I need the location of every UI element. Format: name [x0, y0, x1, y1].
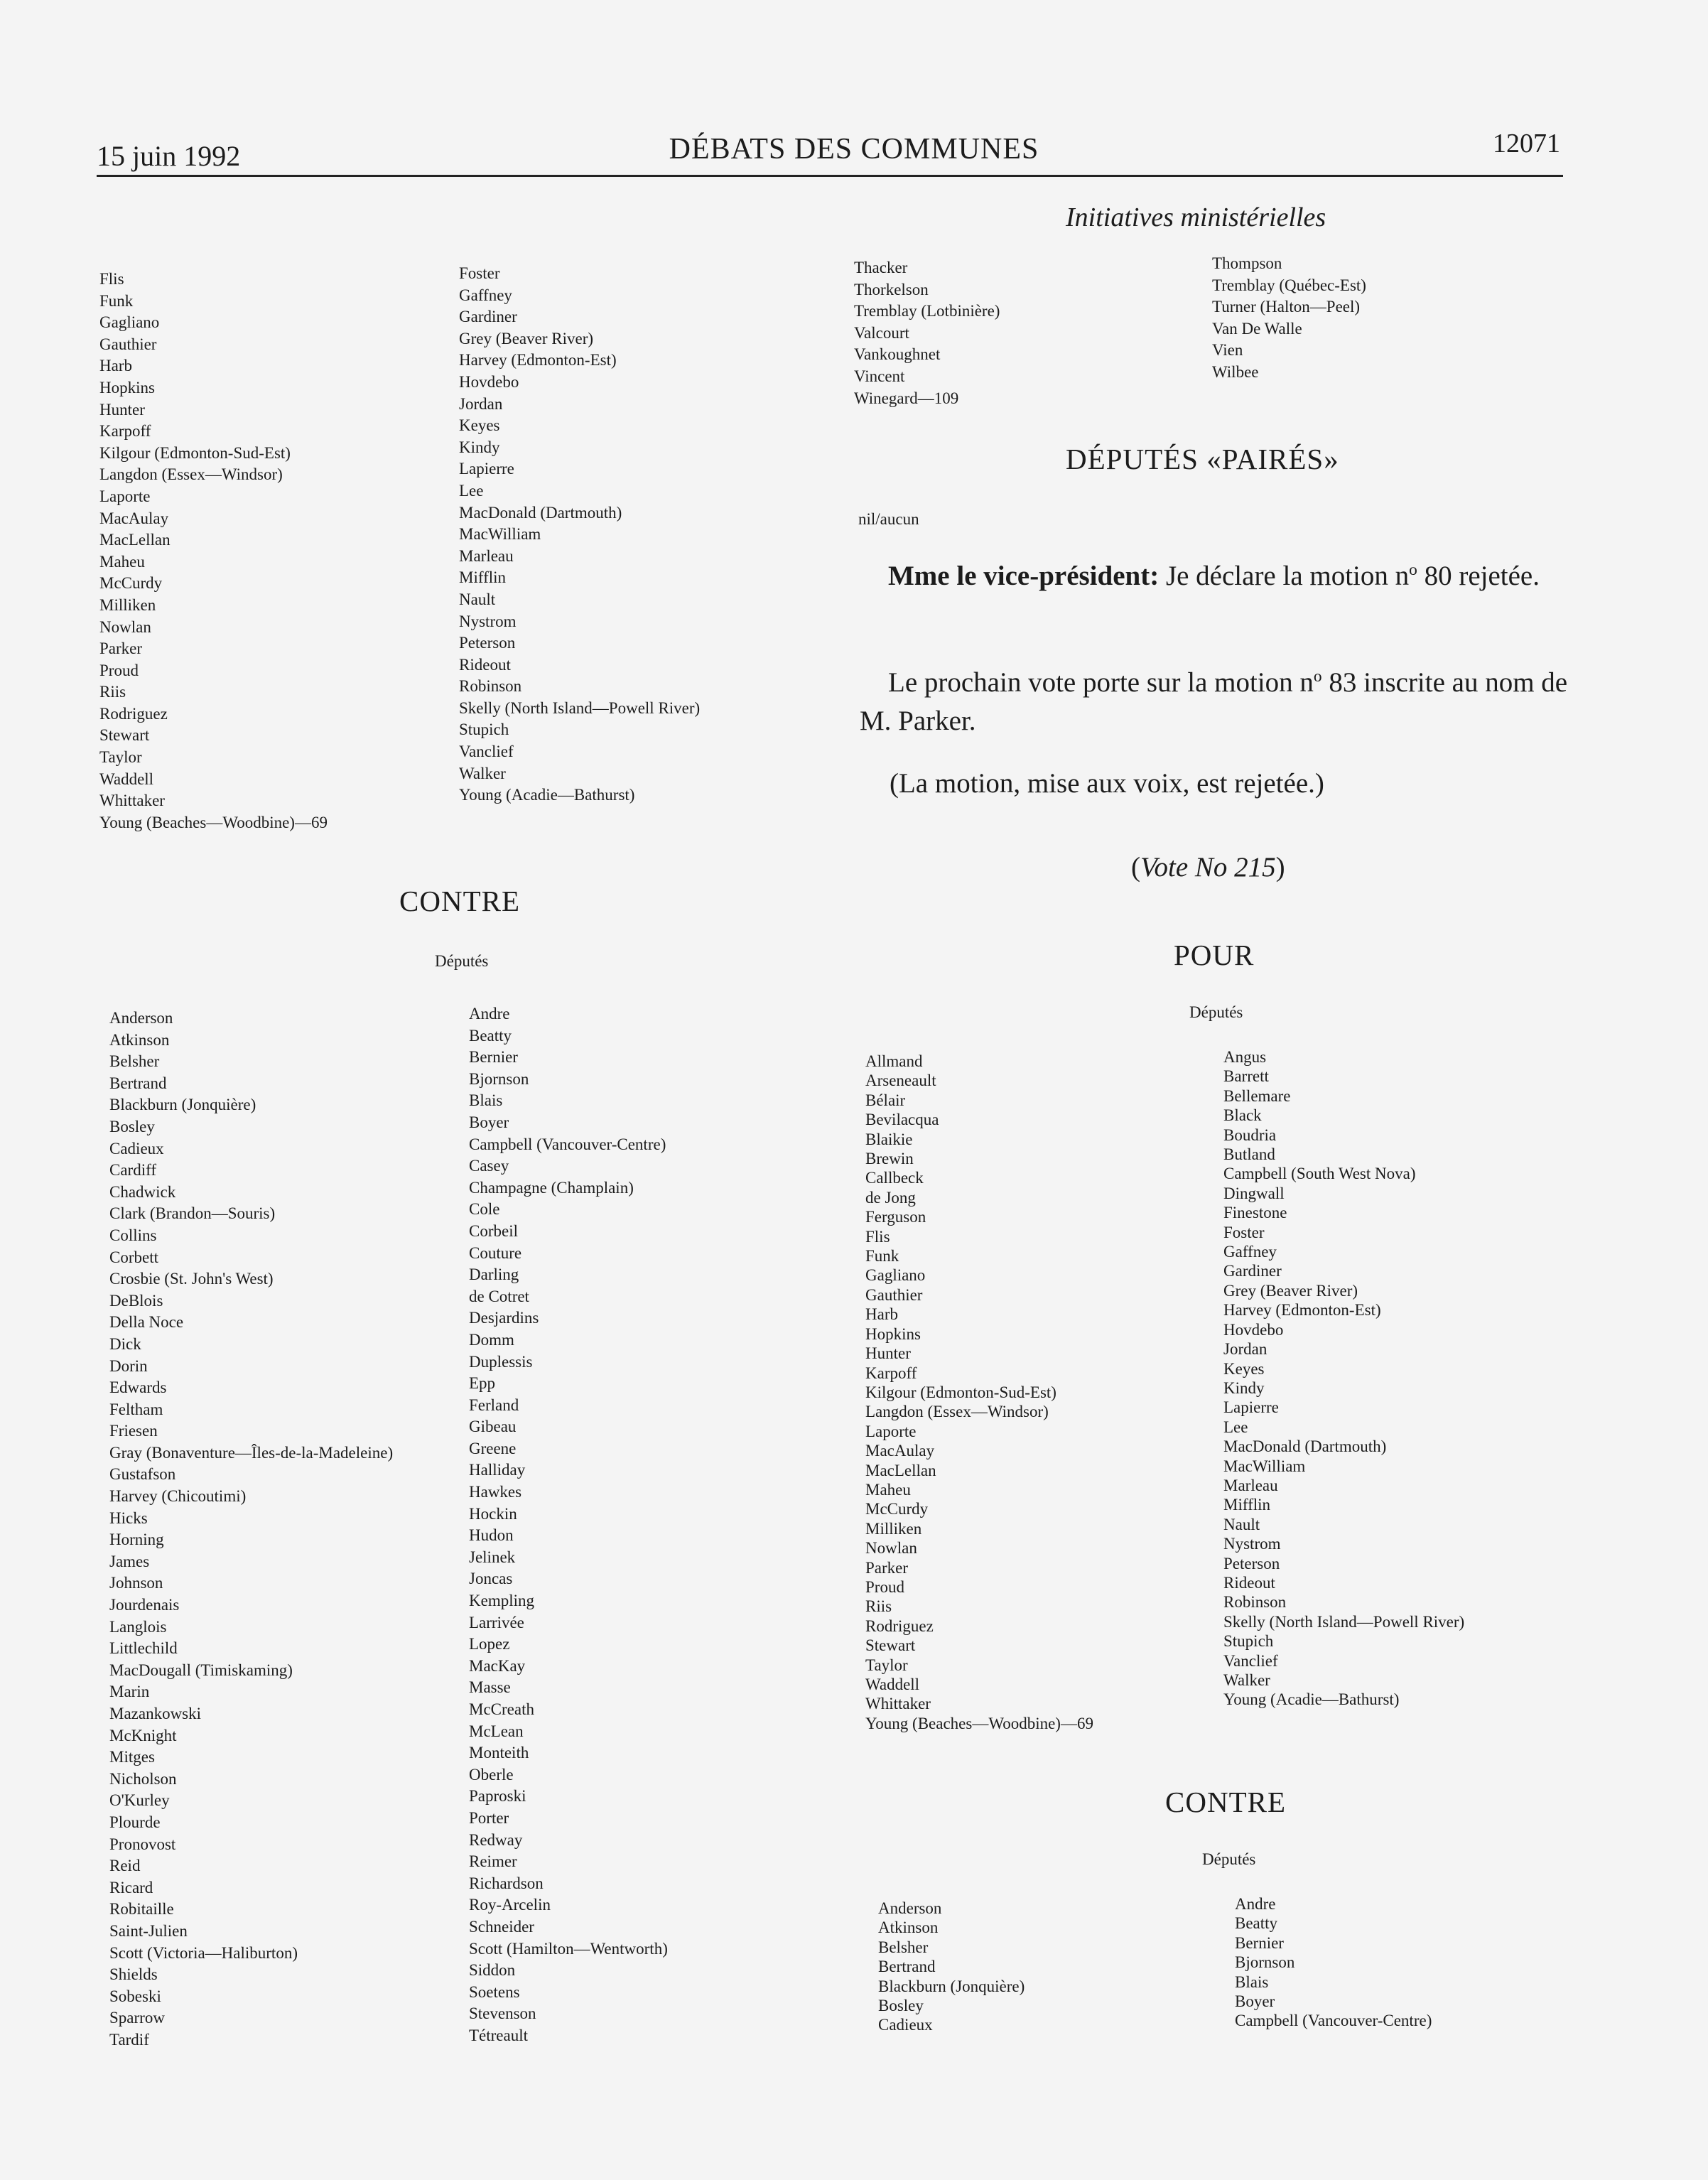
member-name: Horning	[109, 1531, 164, 1549]
member-name: Bernier	[1235, 1933, 1284, 1952]
member-name: Mifflin	[459, 568, 507, 587]
member-name: Walker	[459, 764, 506, 782]
right-contre-cont-col2	[1212, 253, 1366, 384]
member-name: Milliken	[865, 1519, 922, 1538]
member-name: Oberle	[469, 1765, 514, 1784]
page-title: DÉBATS DES COMMUNES	[669, 133, 1039, 166]
member-name: Nowlan	[865, 1539, 917, 1558]
member-name: Hopkins	[865, 1324, 921, 1343]
member-name: Waddell	[865, 1676, 920, 1693]
member-name: Laporte	[99, 487, 151, 505]
member-name: Kindy	[459, 438, 500, 456]
member-name: Harb	[99, 357, 132, 375]
member-name: Reimer	[469, 1852, 517, 1871]
member-name: Schneider	[469, 1917, 534, 1936]
member-name: MacLellan	[865, 1461, 936, 1479]
member-name: Gray (Bonaventure—Îles-de-la-Madeleine)	[109, 1443, 394, 1462]
member-name: Foster	[1223, 1223, 1265, 1241]
member-name: Gagliano	[865, 1266, 926, 1285]
member-name: Richardson	[469, 1874, 544, 1892]
right-pour-col1	[865, 1052, 1093, 1733]
member-name: Crosbie (St. John's West)	[109, 1270, 274, 1288]
member-name: Vanclief	[1223, 1651, 1278, 1670]
member-name: Hawkes	[469, 1483, 522, 1501]
member-name: Stupich	[459, 721, 509, 739]
member-name: Laporte	[865, 1422, 917, 1440]
member-name: Grey (Beaver River)	[1223, 1281, 1358, 1300]
member-name: Harvey (Chicoutimi)	[109, 1487, 247, 1506]
member-name: Hopkins	[99, 378, 155, 396]
member-name: Roy-Arcelin	[469, 1896, 551, 1914]
member-name: Corbett	[109, 1248, 158, 1266]
section-tag: Initiatives ministérielles	[1066, 203, 1326, 232]
member-name: Atkinson	[878, 1919, 939, 1937]
member-name: Friesen	[109, 1422, 158, 1440]
member-name: Maheu	[99, 552, 145, 571]
member-name: Greene	[469, 1439, 517, 1457]
member-name: Van De Walle	[1212, 319, 1302, 338]
member-name: Finestone	[1223, 1204, 1287, 1222]
member-name: Belsher	[878, 1938, 929, 1956]
member-name: Andre	[469, 1005, 510, 1022]
member-name: Boudria	[1223, 1126, 1277, 1144]
member-name: Casey	[469, 1157, 509, 1175]
member-name: Lapierre	[1223, 1398, 1279, 1417]
member-name: Porter	[469, 1808, 509, 1827]
right-contre-subheading: Députés	[1202, 1850, 1256, 1868]
member-name: Young (Acadie—Bathurst)	[459, 786, 635, 804]
member-name: Karpoff	[865, 1364, 917, 1382]
member-name: de Cotret	[469, 1287, 529, 1305]
member-name: Peterson	[1223, 1554, 1280, 1572]
member-name: Edwards	[109, 1378, 167, 1397]
member-name: Jelinek	[469, 1548, 516, 1566]
member-name: Foster	[459, 264, 500, 282]
member-name: Proud	[865, 1577, 904, 1596]
member-name: Nystrom	[459, 612, 517, 630]
member-name: Bernier	[469, 1048, 518, 1067]
member-name: Rodriguez	[99, 704, 168, 723]
member-name: Stewart	[865, 1636, 916, 1655]
member-name: Young (Beaches—Woodbine)—69	[865, 1714, 1093, 1732]
member-name: MacLellan	[99, 531, 171, 549]
member-name: Belsher	[109, 1052, 160, 1071]
member-name: Gardiner	[1223, 1262, 1282, 1280]
member-name: Cadieux	[878, 2016, 933, 2034]
member-name: Littlechild	[109, 1639, 178, 1658]
member-name: Gagliano	[99, 313, 160, 332]
member-name: Barrett	[1223, 1067, 1269, 1086]
member-name: Plourde	[109, 1813, 161, 1831]
member-name: Skelly (North Island—Powell River)	[459, 698, 701, 717]
right-pour-subheading: Députés	[1189, 1003, 1243, 1021]
member-name: Hovdebo	[459, 372, 519, 391]
member-name: Angus	[1223, 1048, 1267, 1066]
right-contre-col2	[1235, 1894, 1432, 2031]
member-name: Blackburn (Jonquière)	[878, 1977, 1025, 1995]
page-number: 12071	[1493, 129, 1560, 158]
member-name: Della Noce	[109, 1313, 184, 1332]
member-name: Young (Beaches—Woodbine)—69	[99, 813, 328, 831]
member-name: Gibeau	[469, 1418, 517, 1436]
member-name: Winegard—109	[854, 389, 959, 407]
member-name: Blackburn (Jonquière)	[109, 1096, 256, 1114]
member-name: Blaikie	[865, 1130, 913, 1148]
member-name: MacWilliam	[1223, 1457, 1306, 1475]
member-name: Taylor	[99, 748, 142, 767]
member-name: MacAulay	[99, 509, 169, 527]
member-name: MacDougall (Timiskaming)	[109, 1661, 293, 1679]
member-name: Bellemare	[1223, 1086, 1291, 1105]
speech-paragraph-2: Le prochain vote porte sur la motion $n^o$ 83 inscrite au nom de M. Parker.	[860, 667, 1568, 736]
member-name: Epp	[469, 1374, 496, 1393]
member-name: Stewart	[99, 726, 150, 745]
member-name: Cardiff	[109, 1161, 157, 1180]
right-pour-col2	[1223, 1047, 1464, 1710]
member-name: Bertrand	[109, 1074, 167, 1092]
member-name: Campbell (Vancouver-Centre)	[469, 1135, 666, 1153]
member-name: Beatty	[1235, 1914, 1278, 1933]
member-name: Ferland	[469, 1396, 519, 1414]
member-name: Tardif	[109, 2030, 149, 2049]
member-name: Blais	[469, 1091, 503, 1110]
member-name: Paproski	[469, 1787, 526, 1806]
member-name: Soetens	[469, 1982, 520, 2001]
member-name: Jordan	[1223, 1340, 1268, 1359]
member-name: Milliken	[99, 595, 156, 614]
member-name: Beatty	[469, 1026, 512, 1045]
member-name: Joncas	[469, 1570, 513, 1588]
member-name: Marleau	[459, 546, 514, 565]
member-name: Gardiner	[459, 308, 517, 326]
speaker-name: Mme le vice-président:	[888, 561, 1160, 591]
member-name: Darling	[469, 1266, 519, 1284]
member-name: MacDonald (Dartmouth)	[459, 503, 622, 522]
member-name: Dingwall	[1223, 1184, 1285, 1202]
member-name: Gauthier	[865, 1285, 923, 1304]
member-name: Nault	[1223, 1515, 1260, 1533]
member-name: Vankoughnet	[854, 345, 941, 364]
member-name: Johnson	[109, 1574, 163, 1592]
member-name: Larrivée	[469, 1613, 524, 1631]
member-name: Lopez	[469, 1635, 510, 1653]
member-name: Feltham	[109, 1400, 163, 1418]
member-name: Harvey (Edmonton-Est)	[1223, 1301, 1381, 1320]
member-name: MacAulay	[865, 1442, 935, 1460]
member-name: Lee	[459, 481, 484, 500]
member-name: Lapierre	[459, 460, 514, 478]
member-name: Waddell	[99, 770, 154, 788]
member-name: Nowlan	[99, 617, 151, 636]
member-name: Harb	[865, 1305, 898, 1324]
member-name: Young (Acadie—Bathurst)	[1223, 1690, 1400, 1709]
left-pour-col2	[459, 263, 700, 806]
member-name: Langdon (Essex—Windsor)	[99, 465, 283, 484]
member-name: Mifflin	[1223, 1496, 1271, 1514]
member-name: Skelly (North Island—Powell River)	[1223, 1612, 1465, 1631]
member-name: Anderson	[878, 1899, 942, 1917]
right-contre-col1	[878, 1899, 1025, 2035]
member-name: Kindy	[1223, 1378, 1265, 1397]
member-name: Tremblay (Lotbinière)	[854, 302, 1000, 320]
member-name: Cadieux	[109, 1139, 164, 1158]
member-name: Robinson	[459, 677, 522, 696]
member-name: Riis	[99, 683, 126, 701]
member-name: Flis	[865, 1227, 890, 1246]
left-contre-subheading: Députés	[435, 952, 489, 970]
member-name: Robinson	[1223, 1593, 1287, 1612]
right-contre-heading: CONTRE	[1165, 1786, 1286, 1818]
member-name: Dorin	[109, 1356, 148, 1375]
member-name: Chadwick	[109, 1182, 176, 1201]
member-name: James	[109, 1552, 150, 1570]
member-name: Scott (Victoria—Haliburton)	[109, 1943, 298, 1962]
paired-value: nil/aucun	[858, 510, 919, 528]
member-name: Valcourt	[854, 323, 909, 342]
member-name: Maheu	[865, 1480, 911, 1499]
member-name: Bevilacqua	[865, 1111, 939, 1129]
member-name: Atkinson	[109, 1030, 170, 1049]
member-name: Jourdenais	[109, 1596, 180, 1614]
member-name: Hockin	[469, 1504, 517, 1523]
member-name: Thompson	[1212, 254, 1282, 272]
member-name: Riis	[865, 1597, 892, 1616]
member-name: Scott (Hamilton—Wentworth)	[469, 1939, 668, 1958]
member-name: Bjornson	[1235, 1953, 1295, 1972]
speech-paragraph-1: Mme le vice-président: Je déclare la motion $n^o$ 80 rejetée.	[888, 561, 1540, 591]
member-name: Butland	[1223, 1145, 1275, 1164]
member-name: Nault	[459, 590, 496, 608]
member-name: Boyer	[469, 1113, 509, 1131]
member-name: Lee	[1223, 1418, 1248, 1436]
member-name: Vanclief	[459, 743, 514, 761]
member-name: Walker	[1223, 1671, 1270, 1689]
member-name: Grey (Beaver River)	[459, 329, 594, 347]
member-name: Parker	[99, 640, 143, 658]
left-pour-col1	[99, 269, 328, 833]
motion-result: (La motion, mise aux voix, est rejetée.)	[890, 768, 1324, 799]
member-name: Arseneault	[865, 1072, 936, 1090]
member-name: O'Kurley	[109, 1791, 170, 1810]
right-pour-heading: POUR	[1174, 939, 1255, 971]
member-name: Vincent	[854, 367, 905, 385]
member-name: Black	[1223, 1106, 1262, 1125]
member-name: Marleau	[1223, 1476, 1278, 1494]
member-name: Siddon	[469, 1961, 516, 1980]
page-date: 15 juin 1992	[97, 140, 241, 172]
member-name: Champagne (Champlain)	[469, 1178, 634, 1197]
member-name: MacKay	[469, 1656, 526, 1675]
member-name: Peterson	[459, 634, 516, 652]
member-name: Shields	[109, 1965, 158, 1984]
member-name: Allmand	[865, 1052, 923, 1070]
member-name: Rideout	[1223, 1573, 1275, 1592]
member-name: Langdon (Essex—Windsor)	[865, 1403, 1049, 1421]
member-name: Collins	[109, 1226, 157, 1244]
member-name: Hudon	[469, 1526, 514, 1545]
member-name: Corbeil	[469, 1221, 518, 1240]
member-name: Halliday	[469, 1461, 526, 1479]
member-name: de Jong	[865, 1188, 916, 1207]
member-name: Boyer	[1235, 1992, 1275, 2011]
member-name: Bosley	[109, 1117, 155, 1135]
member-name: Rideout	[459, 655, 511, 674]
member-name: Monteith	[469, 1744, 529, 1762]
member-name: Jordan	[459, 394, 503, 413]
member-name: Brewin	[865, 1150, 914, 1168]
member-name: Bertrand	[878, 1958, 936, 1976]
paired-heading: DÉPUTÉS «PAIRÉS»	[1066, 443, 1339, 475]
member-name: Gustafson	[109, 1465, 176, 1484]
member-name: Mazankowski	[109, 1705, 202, 1722]
member-name: Ricard	[109, 1878, 153, 1896]
member-name: Saint-Julien	[109, 1921, 188, 1940]
member-name: Whittaker	[865, 1695, 931, 1713]
member-name: McCurdy	[99, 574, 163, 593]
member-name: DeBlois	[109, 1291, 163, 1310]
left-contre-col1	[109, 1008, 393, 2051]
member-name: Domm	[469, 1330, 514, 1349]
member-name: Kilgour (Edmonton-Sud-Est)	[99, 443, 291, 462]
member-name: Hicks	[109, 1509, 148, 1527]
member-name: Hunter	[865, 1344, 911, 1363]
member-name: MacWilliam	[459, 525, 541, 544]
member-name: Gaffney	[1223, 1243, 1277, 1261]
member-name: Kempling	[469, 1592, 534, 1610]
member-name: Callbeck	[865, 1169, 924, 1187]
member-name: Desjardins	[469, 1309, 539, 1327]
member-name: Redway	[469, 1830, 523, 1849]
member-name: Clark (Brandon—Souris)	[109, 1204, 276, 1223]
member-name: Blais	[1235, 1973, 1269, 1991]
member-name: Bélair	[865, 1091, 906, 1109]
member-name: Robitaille	[109, 1900, 174, 1919]
member-name: Parker	[865, 1558, 909, 1577]
member-name: Anderson	[109, 1009, 173, 1027]
member-name: Vien	[1212, 341, 1243, 360]
member-name: Sobeski	[109, 1987, 161, 2005]
member-name: Sparrow	[109, 2009, 165, 2027]
member-name: Stupich	[1223, 1632, 1274, 1651]
member-name: Bosley	[878, 1997, 924, 2015]
member-name: Dick	[109, 1334, 141, 1353]
member-name: Gaffney	[459, 286, 512, 304]
vote-number: (Vote No 215)	[1131, 852, 1285, 883]
member-name: Rodriguez	[865, 1617, 934, 1635]
member-name: Bjornson	[469, 1069, 529, 1088]
member-name: Gauthier	[99, 335, 157, 353]
member-name: Cole	[469, 1200, 500, 1219]
member-name: Flis	[99, 270, 124, 288]
member-name: Proud	[99, 661, 139, 679]
member-name: Stevenson	[469, 2004, 536, 2023]
member-name: Keyes	[459, 416, 500, 435]
member-name: Campbell (Vancouver-Centre)	[1235, 2012, 1432, 2030]
member-name: Kilgour (Edmonton-Sud-Est)	[865, 1383, 1056, 1401]
right-contre-cont-col1	[854, 257, 1000, 409]
member-name: Nicholson	[109, 1769, 177, 1788]
member-name: Reid	[109, 1857, 141, 1875]
member-name: Taylor	[865, 1656, 908, 1674]
member-name: Wilbee	[1212, 362, 1259, 381]
member-name: Campbell (South West Nova)	[1223, 1165, 1416, 1183]
member-name: Masse	[469, 1678, 511, 1697]
member-name: Karpoff	[99, 422, 151, 441]
member-name: Funk	[99, 291, 134, 310]
member-name: Hunter	[99, 400, 145, 419]
left-contre-col2	[469, 1003, 668, 2047]
member-name: Tétreault	[469, 2026, 529, 2044]
member-name: Tremblay (Québec-Est)	[1212, 276, 1366, 294]
member-name: MacDonald (Dartmouth)	[1223, 1437, 1387, 1456]
member-name: Mitges	[109, 1748, 155, 1766]
member-name: Couture	[469, 1243, 522, 1262]
member-name: McLean	[469, 1722, 524, 1740]
member-name: Harvey (Edmonton-Est)	[459, 351, 617, 369]
member-name: Thorkelson	[854, 280, 929, 298]
member-name: Marin	[109, 1683, 150, 1701]
member-name: Langlois	[109, 1617, 167, 1636]
member-name: Nystrom	[1223, 1535, 1281, 1553]
member-name: McKnight	[109, 1726, 177, 1744]
member-name: McCurdy	[865, 1500, 929, 1518]
member-name: Ferguson	[865, 1208, 926, 1226]
member-name: McCreath	[469, 1700, 534, 1718]
member-name: Keyes	[1223, 1359, 1265, 1378]
member-name: Pronovost	[109, 1835, 176, 1853]
member-name: Funk	[865, 1247, 899, 1266]
member-name: Andre	[1235, 1895, 1276, 1913]
member-name: Whittaker	[99, 792, 165, 810]
member-name: Thacker	[854, 259, 908, 276]
member-name: Duplessis	[469, 1352, 533, 1371]
member-name: Hovdebo	[1223, 1320, 1284, 1339]
header-rule	[97, 175, 1563, 177]
member-name: Turner (Halton—Peel)	[1212, 298, 1361, 316]
left-contre-heading: CONTRE	[399, 885, 520, 917]
